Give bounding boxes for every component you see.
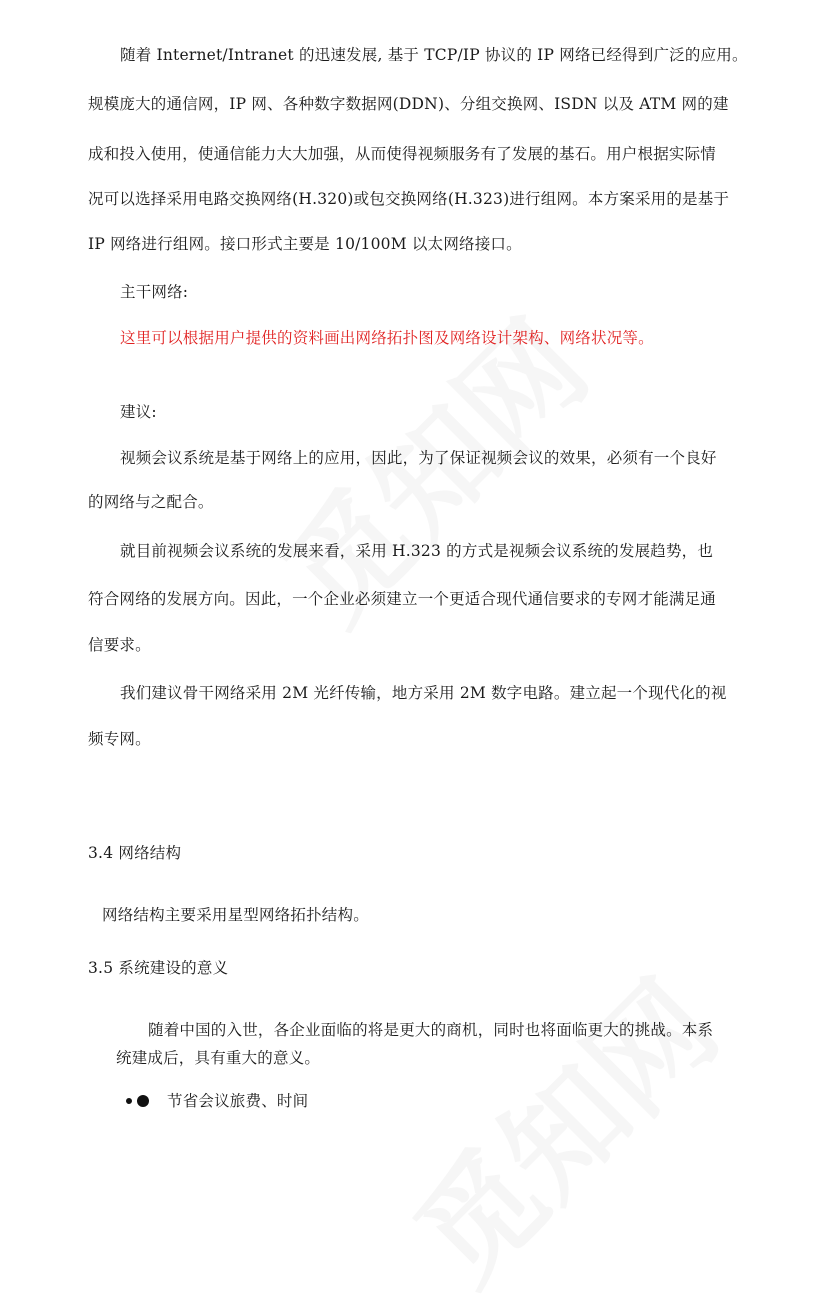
intro-line-1: 随着 Internet/Intranet 的迅速发展, 基于 TCP/IP 协议的 IP 网络已经得到广泛的应用。: [120, 46, 748, 64]
section-3-5-body-line-2: 统建成后，具有重大的意义。: [116, 1049, 321, 1067]
suggestion-heading: 建议:: [120, 403, 157, 421]
section-3-5-heading: 3.5 系统建设的意义: [88, 959, 229, 977]
suggestion-p1-line-1: 视频会议系统是基于网络上的应用，因此，为了保证视频会议的效果，必须有一个良好: [120, 449, 717, 467]
suggestion-p3-line-1: 我们建议骨干网络采用 2M 光纤传输，地方采用 2M 数字电路。建立起一个现代化的视: [120, 684, 727, 702]
backbone-note: 这里可以根据用户提供的资料画出网络拓扑图及网络设计架构、网络状况等。: [120, 329, 654, 347]
intro-line-2: 规模庞大的通信网，IP 网、各种数字数据网(DDN)、分组交换网、ISDN 以及 ATM 网的建: [88, 95, 729, 113]
intro-line-4: 况可以选择采用电路交换网络(H.320)或包交换网络(H.323)进行组网。本方案采用的是基于: [88, 190, 730, 208]
suggestion-p3-line-2: 频专网。: [88, 730, 151, 748]
backbone-heading: 主干网络:: [120, 283, 189, 301]
suggestion-p1-line-2: 的网络与之配合。: [88, 493, 214, 511]
bullet-item: [126, 1091, 308, 1111]
suggestion-p2-line-1: 就目前视频会议系统的发展来看，采用 H.323 的方式是视频会议系统的发展趋势，也: [120, 542, 714, 560]
bullet-text: 节省会议旅费、时间: [167, 1092, 309, 1110]
intro-line-5: IP 网络进行组网。接口形式主要是 10/100M 以太网络接口。: [88, 235, 522, 253]
intro-line-3: 成和投入使用，使通信能力大大加强，从而使得视频服务有了发展的基石。用户根据实际情: [88, 145, 717, 163]
section-3-4-heading: 3.4 网络结构: [88, 844, 182, 862]
section-3-5-body-line-1: 随着中国的入世，各企业面临的将是更大的商机，同时也将面临更大的挑战。本系: [148, 1021, 714, 1039]
suggestion-p2-line-3: 信要求。: [88, 636, 151, 654]
bullet-dot-icon: [137, 1095, 149, 1107]
section-3-4-body: 网络结构主要采用星型网络拓扑结构。: [102, 906, 369, 924]
watermark-bottom: [372, 938, 748, 1314]
suggestion-p2-line-2: 符合网络的发展方向。因此，一个企业必须建立一个更适合现代通信要求的专网才能满足通: [88, 590, 717, 608]
bullet-dot-small: [126, 1098, 132, 1104]
